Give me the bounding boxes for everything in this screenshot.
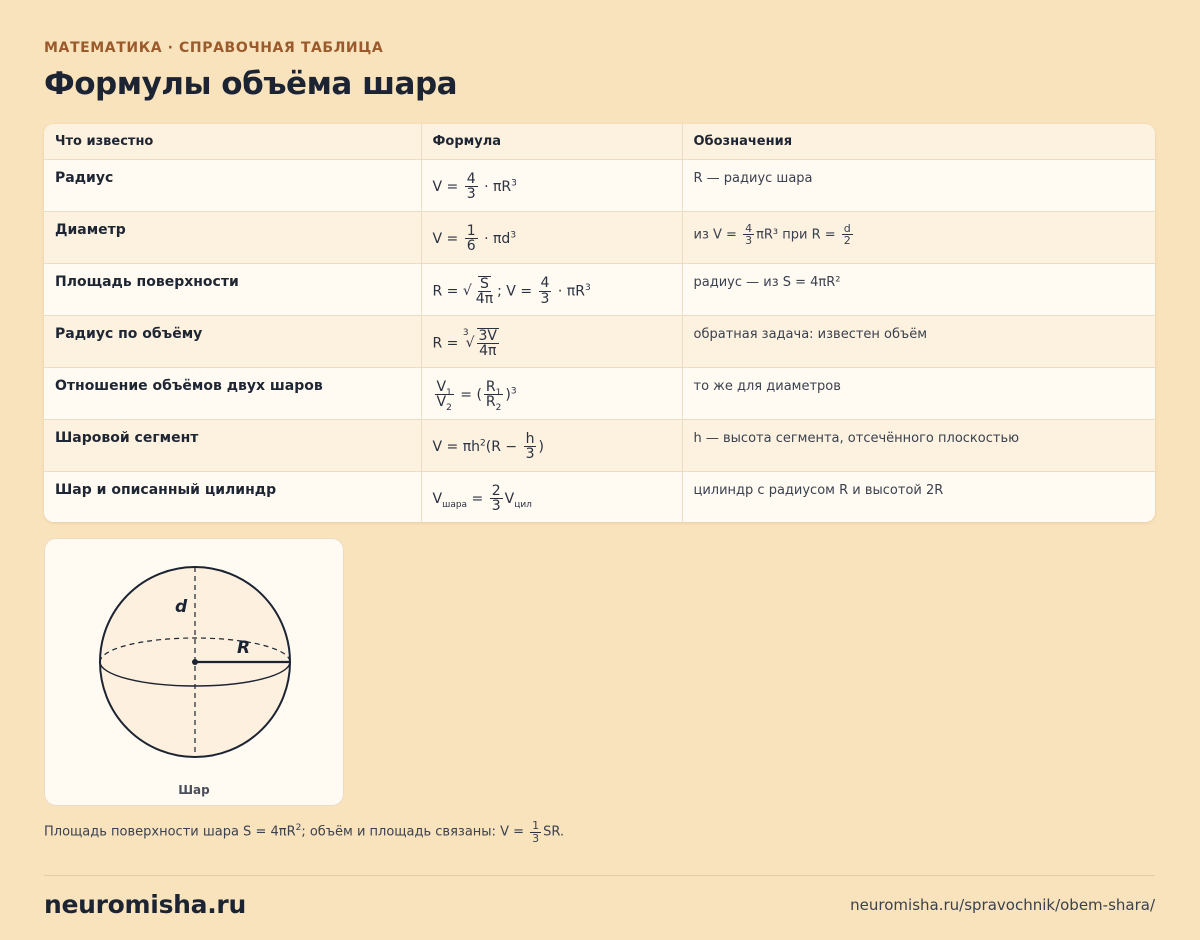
cell-known: Диаметр bbox=[44, 211, 421, 263]
note-2: 2 bbox=[843, 234, 851, 248]
formula-table-card bbox=[44, 124, 1155, 522]
cell-formula: V = $\frac{1}{6}$ · $\pi d^3$ bbox=[421, 211, 682, 263]
cell-formula: $V = \pi h^2(R$ − $\frac{h}{3}$ ) bbox=[421, 419, 682, 471]
footnote-num: 1 bbox=[532, 819, 540, 832]
cell-formula: $V_{шара}$ = $\frac{2}{3}$ $V_{цил}$ bbox=[421, 471, 682, 522]
table-row bbox=[44, 419, 1155, 471]
sphere-diagram bbox=[45, 539, 345, 779]
page-url-link[interactable]: neuromisha.ru/spravochnik/obem-shara/ bbox=[850, 896, 1155, 914]
cell-known: Шаровой сегмент bbox=[44, 419, 421, 471]
label-R: R bbox=[237, 638, 251, 658]
kicker: МАТЕМАТИКА · СПРАВОЧНАЯ ТАБЛИЦА bbox=[44, 40, 384, 56]
cell-formula: V = $\frac{4}{3}$ · $\pi R^3$ bbox=[421, 159, 682, 211]
sphere-figure bbox=[44, 538, 344, 806]
cell-note: из V = $\frac{4}{3}$ πR³ при R = $\frac{d}{2}$ bbox=[682, 211, 1155, 263]
header-known: Что известно bbox=[44, 124, 421, 159]
header-notation: Обозначения bbox=[682, 124, 1155, 159]
cell-note: обратная задача: известен объём bbox=[682, 315, 1155, 367]
cell-note: R — радиус шара bbox=[682, 159, 1155, 211]
note-mid: πR³ при R = bbox=[756, 227, 836, 243]
footnote-text-b: ; объём и площадь связаны: V = bbox=[301, 824, 524, 840]
cell-formula: R = 3 √ $\frac{3V}{4\pi}$ bbox=[421, 315, 682, 367]
header-formula: Формула bbox=[421, 124, 682, 159]
table-row bbox=[44, 471, 1155, 522]
cell-known: Шар и описанный цилиндр bbox=[44, 471, 421, 522]
cell-formula: $\frac{V_1}{V_2}$ = ( $\frac{R_1}{R_2}$ )$^3$ bbox=[421, 367, 682, 419]
figure-caption: Шар bbox=[178, 783, 210, 797]
footnote-den: 3 bbox=[532, 831, 540, 845]
footnote-text-c: SR. bbox=[543, 824, 565, 840]
formula-table bbox=[44, 124, 1155, 522]
center-point bbox=[192, 659, 198, 665]
table-row bbox=[44, 159, 1155, 211]
note-prefix: из V = bbox=[693, 227, 737, 243]
footer-divider bbox=[44, 875, 1155, 876]
cell-note: h — высота сегмента, отсечённого плоскостью bbox=[682, 419, 1155, 471]
footnote-text-a: Площадь поверхности шара S = 4πR bbox=[44, 824, 296, 840]
table-row bbox=[44, 211, 1155, 263]
footnote bbox=[44, 820, 564, 844]
table-row bbox=[44, 263, 1155, 315]
note-d: d bbox=[843, 221, 851, 235]
table-row bbox=[44, 367, 1155, 419]
cell-note: радиус — из S = 4πR² bbox=[682, 263, 1155, 315]
cell-note: то же для диаметров bbox=[682, 367, 1155, 419]
cell-note: цилиндр с радиусом R и высотой 2R bbox=[682, 471, 1155, 522]
cell-formula: R = √ $\frac{S}{4\pi}$ ; V = $\frac{4}{3}$ · $\pi R^3$ bbox=[421, 263, 682, 315]
cell-known: Радиус по объёму bbox=[44, 315, 421, 367]
label-d: d bbox=[175, 597, 188, 617]
cell-known: Площадь поверхности bbox=[44, 263, 421, 315]
table-row bbox=[44, 315, 1155, 367]
footnote-sup: 2 bbox=[295, 823, 302, 834]
cell-known: Радиус bbox=[44, 159, 421, 211]
table-header-row bbox=[44, 124, 1155, 159]
page-title: Формулы объёма шара bbox=[44, 66, 458, 102]
brand-logo[interactable]: neuromisha.ru bbox=[44, 890, 246, 919]
cell-known: Отношение объёмов двух шаров bbox=[44, 367, 421, 419]
